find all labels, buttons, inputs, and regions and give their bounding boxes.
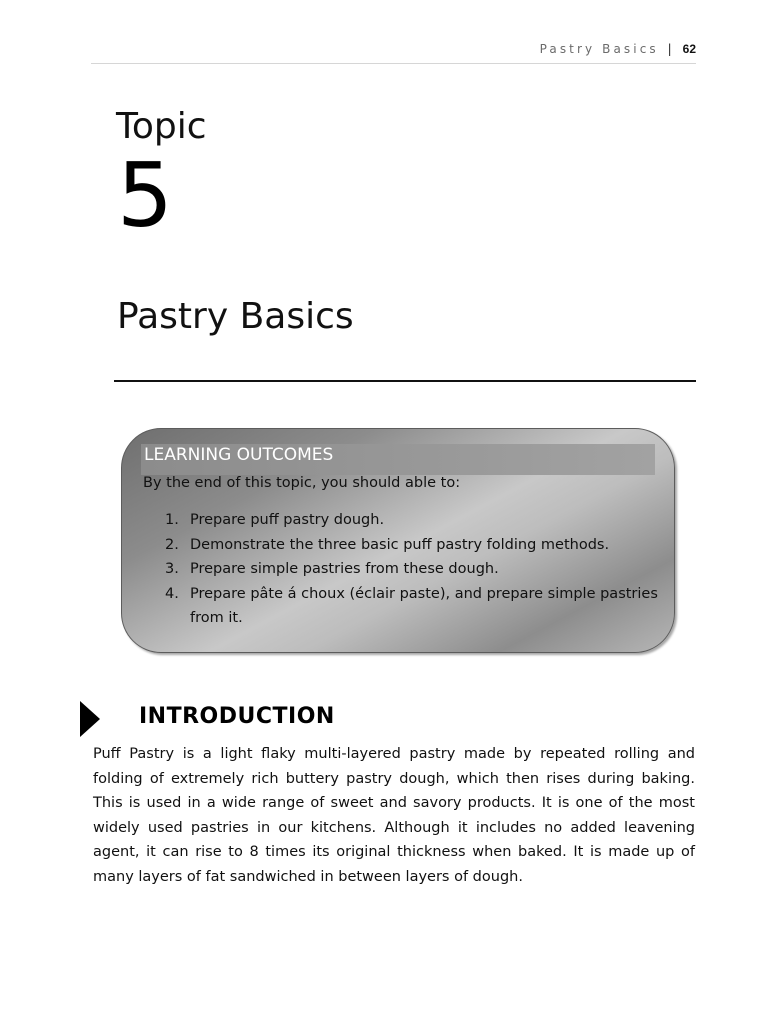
list-item	[143, 582, 663, 631]
list-item	[143, 557, 663, 582]
header-separator: |	[667, 42, 672, 56]
running-header	[91, 42, 696, 56]
introduction-paragraph: Puff Pastry is a light flaky multi-layered pastry made by repeated rolling and folding of extremely rich buttery pastry dough, which then rises during baking. This is used in a wide range of sweet and savory products. It is one of the most widely used pastries in our kitchens. Although it includes no added leavening agent, it can rise to 8 times its original thickness when baked. It is made up of many layers of fat sandwiched in between layers of dough.	[93, 746, 695, 885]
topic-title: Pastry Basics	[117, 296, 354, 337]
list-item-text: Prepare puff pastry dough.	[190, 512, 385, 528]
section-arrow-icon	[80, 701, 100, 737]
list-item-number: 2.	[165, 536, 179, 553]
title-divider	[114, 380, 696, 382]
page-number: 62	[682, 42, 696, 56]
list-item-number: 1.	[165, 512, 179, 528]
learning-outcomes-heading: LEARNING OUTCOMES	[141, 444, 655, 475]
list-item-text: Prepare simple pastries from these dough.	[190, 561, 499, 577]
list-item	[143, 508, 663, 533]
learning-outcomes-intro: By the end of this topic, you should able to:	[143, 475, 461, 491]
introduction-heading: INTRODUCTION	[139, 704, 335, 729]
running-title: Pastry Basics	[539, 42, 659, 56]
header-divider	[91, 63, 696, 64]
learning-outcomes-list	[143, 508, 663, 631]
topic-number: 5	[117, 144, 173, 247]
list-item-number: 4.	[165, 585, 179, 602]
list-item-number: 3.	[165, 561, 179, 577]
list-item-text: Prepare pâte á choux (éclair paste), and prepare simple pastries from it.	[190, 585, 658, 626]
list-item-text: Demonstrate the three basic puff pastry folding methods.	[190, 536, 610, 553]
topic-label: Topic	[116, 106, 207, 147]
list-item	[143, 533, 663, 558]
learning-outcomes-box	[121, 428, 675, 653]
